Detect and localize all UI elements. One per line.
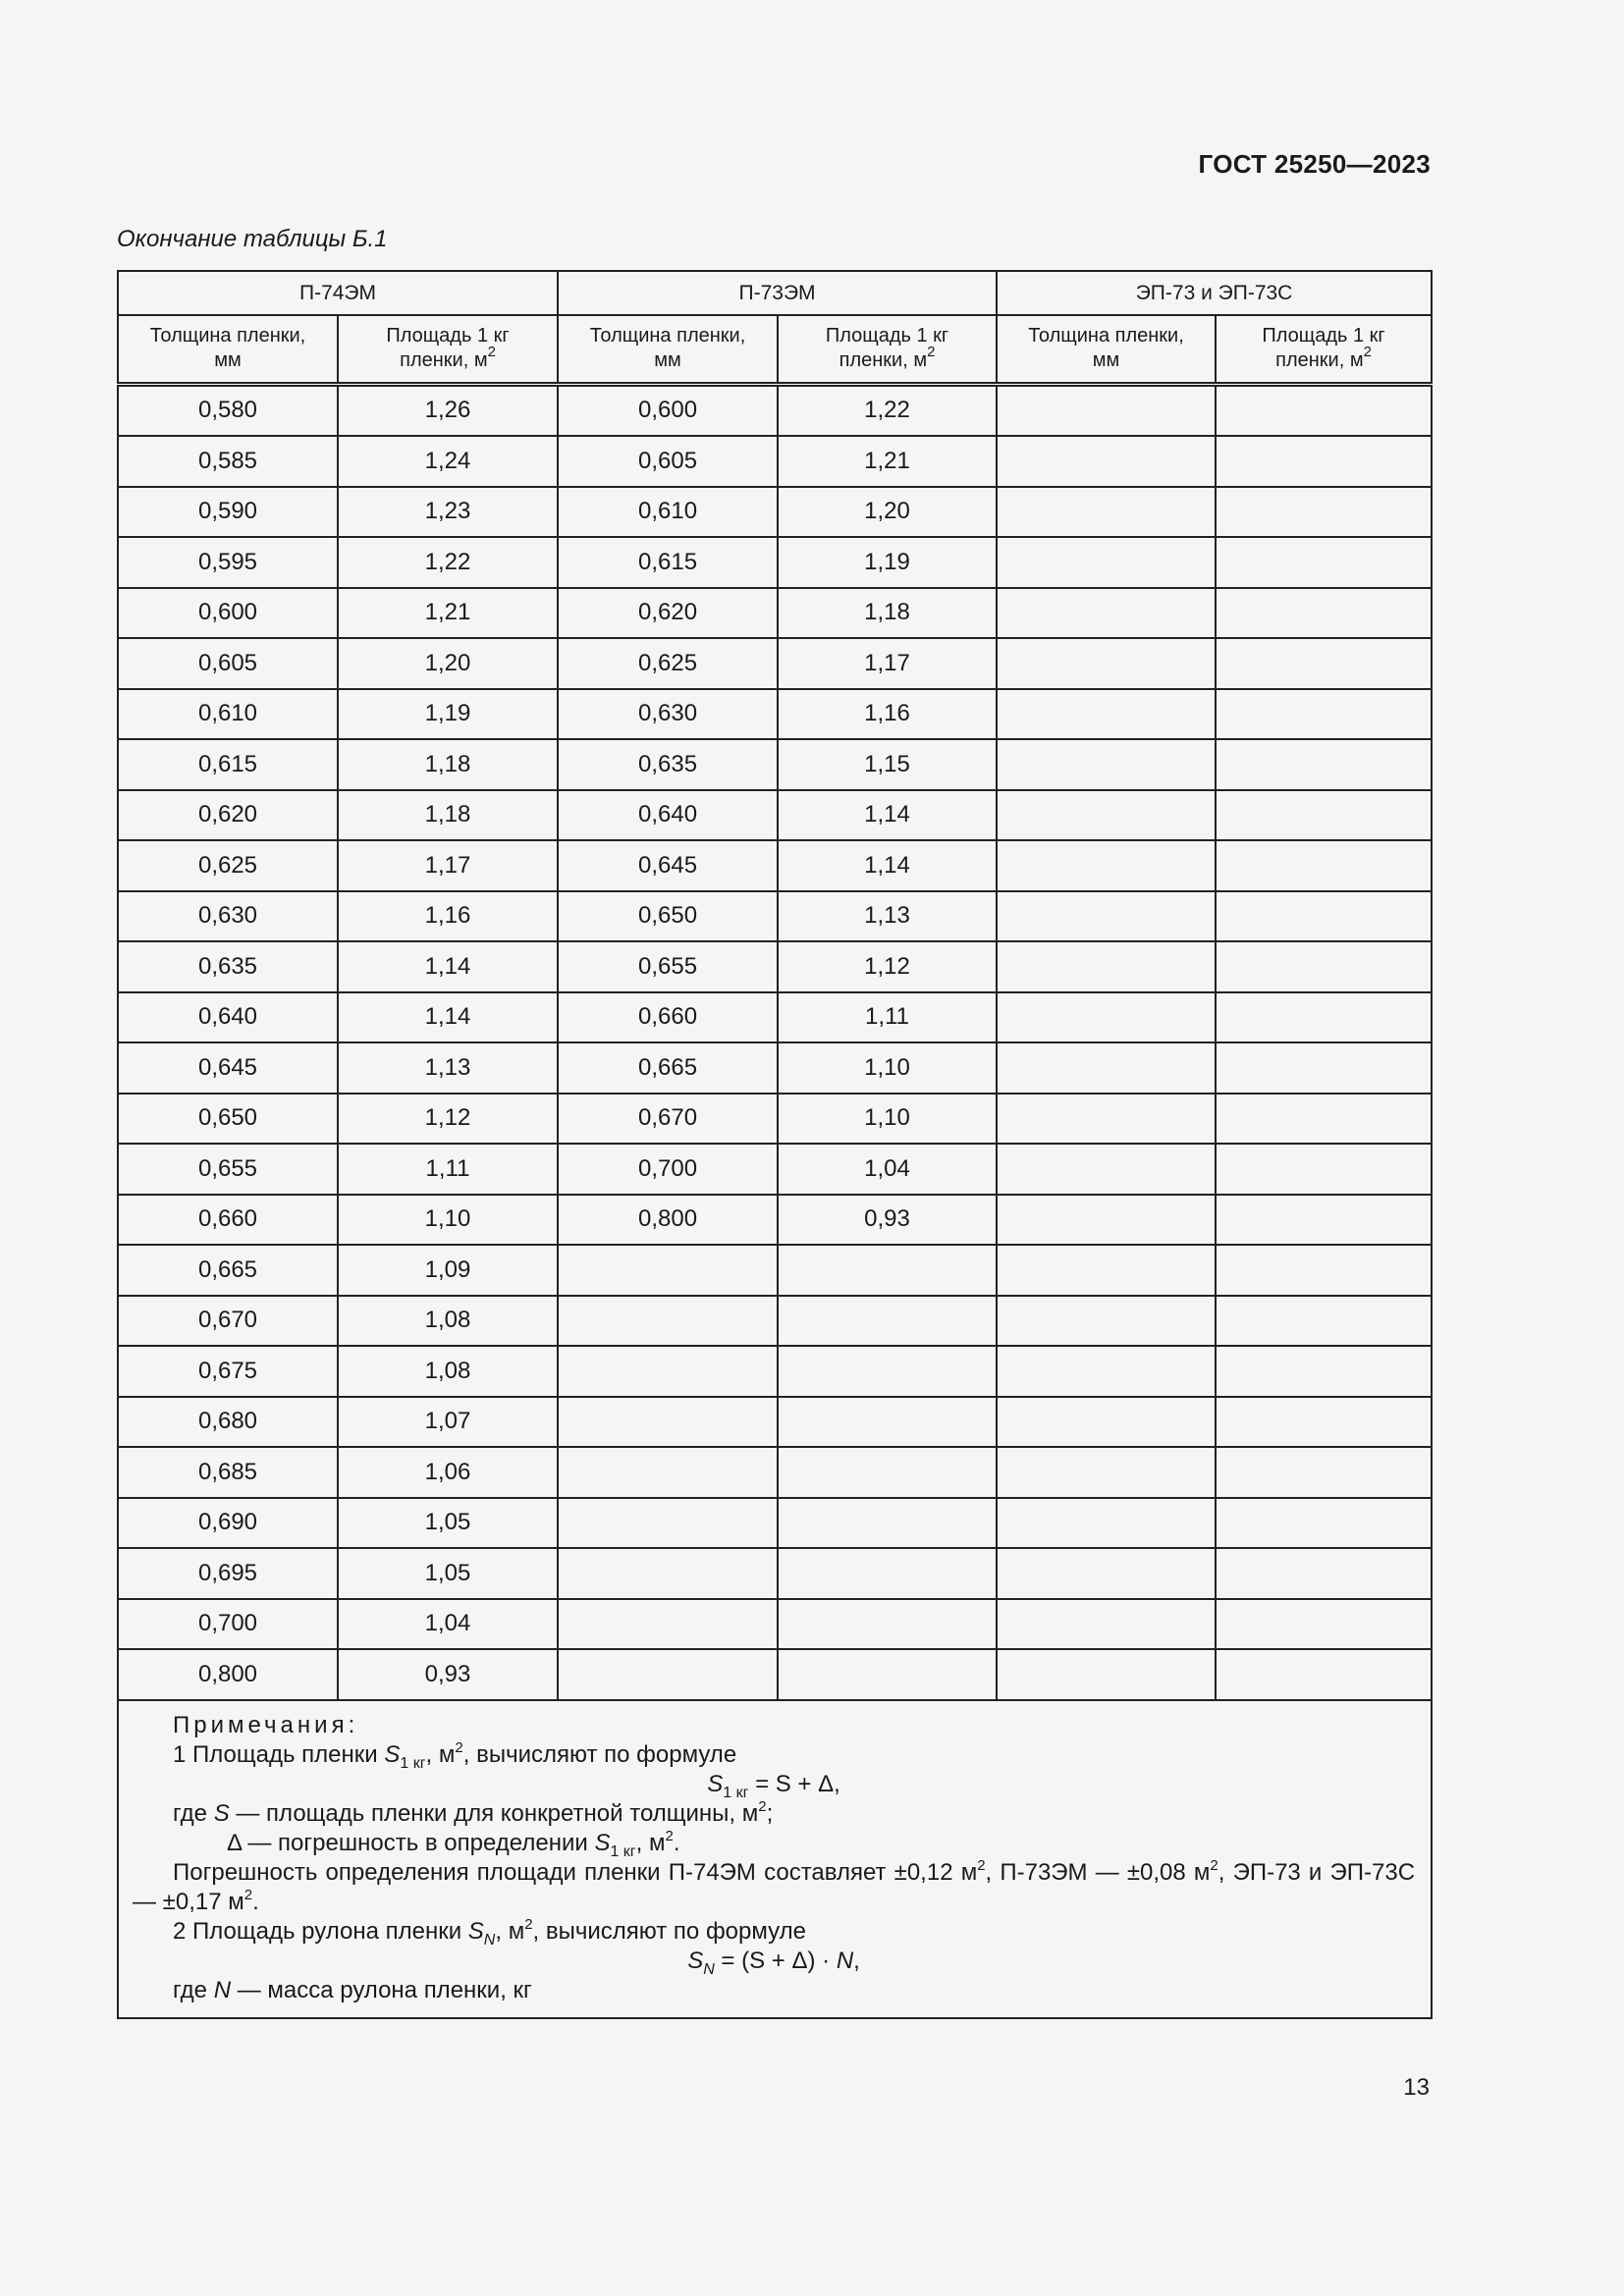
- cell-p73em-area: 1,14: [778, 790, 997, 841]
- cell-ep73-thickness: [997, 638, 1216, 689]
- cell-p74em-thickness: 0,620: [118, 790, 338, 841]
- where-s: где S — площадь пленки для конкретной толщины, $м^2$;: [173, 1797, 774, 1827]
- cell-ep73-thickness: [997, 941, 1216, 992]
- table-row: [118, 1599, 1432, 1650]
- cell-p73em-thickness: [558, 1599, 778, 1650]
- cell-ep73-area: [1216, 992, 1432, 1043]
- cell-p74em-thickness: 0,600: [118, 588, 338, 639]
- table-row: [118, 840, 1432, 891]
- cell-p74em-thickness: 0,800: [118, 1649, 338, 1700]
- cell-p73em-thickness: 0,640: [558, 790, 778, 841]
- table-row: [118, 941, 1432, 992]
- formula-1: $S_{1 кг} = S + \Delta$,: [707, 1770, 840, 1801]
- cell-p74em-area: 1,08: [338, 1296, 558, 1347]
- cell-ep73-thickness: [997, 1094, 1216, 1145]
- cell-p73em-thickness: [558, 1498, 778, 1549]
- cell-p74em-thickness: 0,700: [118, 1599, 338, 1650]
- cell-p73em-area: [778, 1498, 997, 1549]
- note-1: 1 Площадь пленки $S_{1 кг}$, $м^2$, вычисляют по формуле: [173, 1738, 737, 1772]
- cell-ep73-area: [1216, 1397, 1432, 1448]
- cell-ep73-area: [1216, 1548, 1432, 1599]
- cell-ep73-thickness: [997, 1548, 1216, 1599]
- cell-p74em-area: 1,18: [338, 790, 558, 841]
- cell-p73em-thickness: [558, 1447, 778, 1498]
- cell-p73em-area: [778, 1548, 997, 1599]
- cell-ep73-area: [1216, 588, 1432, 639]
- cell-ep73-area: [1216, 1649, 1432, 1700]
- cell-p73em-thickness: 0,635: [558, 739, 778, 790]
- cell-p73em-area: 1,20: [778, 487, 997, 538]
- table-row: [118, 1346, 1432, 1397]
- cell-ep73-thickness: [997, 790, 1216, 841]
- cell-ep73-thickness: [997, 1195, 1216, 1246]
- cell-ep73-area: [1216, 790, 1432, 841]
- cell-p73em-thickness: 0,630: [558, 689, 778, 740]
- table-row: [118, 588, 1432, 639]
- cell-p74em-area: 1,08: [338, 1346, 558, 1397]
- cell-ep73-area: [1216, 689, 1432, 740]
- cell-ep73-thickness: [997, 537, 1216, 588]
- cell-p73em-thickness: 0,800: [558, 1195, 778, 1246]
- cell-p73em-thickness: 0,620: [558, 588, 778, 639]
- cell-ep73-area: [1216, 1144, 1432, 1195]
- table-row: [118, 1042, 1432, 1094]
- cell-ep73-area: [1216, 487, 1432, 538]
- cell-ep73-thickness: [997, 384, 1216, 436]
- cell-p73em-thickness: [558, 1346, 778, 1397]
- where-n: где N — масса рулона пленки, кг: [173, 1976, 532, 2003]
- cell-p73em-thickness: 0,610: [558, 487, 778, 538]
- cell-ep73-area: [1216, 1447, 1432, 1498]
- table-row: [118, 1649, 1432, 1700]
- table-row: [118, 537, 1432, 588]
- cell-p74em-area: 0,93: [338, 1649, 558, 1700]
- cell-ep73-area: [1216, 739, 1432, 790]
- cell-ep73-thickness: [997, 1599, 1216, 1650]
- cell-ep73-thickness: [997, 1042, 1216, 1094]
- cell-p74em-area: 1,21: [338, 588, 558, 639]
- table-row: [118, 1498, 1432, 1549]
- cell-p73em-thickness: 0,650: [558, 891, 778, 942]
- formula-2: $S_N = (S + \Delta) \cdot N$,: [687, 1947, 860, 1978]
- cell-p74em-thickness: 0,635: [118, 941, 338, 992]
- group-header-row: [118, 271, 1432, 315]
- cell-p73em-thickness: 0,655: [558, 941, 778, 992]
- cell-p74em-area: 1,17: [338, 840, 558, 891]
- cell-p73em-area: 1,11: [778, 992, 997, 1043]
- cell-p74em-area: 1,14: [338, 941, 558, 992]
- cell-p73em-area: [778, 1397, 997, 1448]
- note-2: 2 Площадь рулона пленки $S_N$, $м^2$, вычисляют по формуле: [173, 1915, 806, 1949]
- cell-p74em-thickness: 0,660: [118, 1195, 338, 1246]
- table-row: [118, 384, 1432, 436]
- area-header: Площадь 1 кг пленки, $м^2$: [1216, 315, 1432, 384]
- table-row: [118, 487, 1432, 538]
- cell-p73em-thickness: [558, 1397, 778, 1448]
- table-row: [118, 891, 1432, 942]
- cell-p74em-thickness: 0,605: [118, 638, 338, 689]
- where-delta: Δ — погрешность в определении $S_{1 кг}$, $м^2$.: [227, 1827, 680, 1860]
- cell-p74em-thickness: 0,665: [118, 1245, 338, 1296]
- error-note: Погрешность определения площади пленки П-74ЭМ составляет ±0,12 $м^2$, П-73ЭМ — ±0,08 $м^2$, ЭП-73 и ЭП-73С — ±0,17 $м^2$.: [133, 1856, 1416, 1915]
- cell-p73em-area: 1,14: [778, 840, 997, 891]
- cell-p74em-thickness: 0,585: [118, 436, 338, 487]
- table-row: [118, 1144, 1432, 1195]
- thickness-header: Толщина пленки, мм: [118, 315, 338, 384]
- page-number: 13: [1403, 2074, 1430, 2101]
- cell-p73em-thickness: 0,605: [558, 436, 778, 487]
- table-caption: Окончание таблицы Б.1: [117, 226, 388, 252]
- cell-p73em-thickness: 0,660: [558, 992, 778, 1043]
- cell-p73em-area: 1,19: [778, 537, 997, 588]
- cell-p74em-thickness: 0,680: [118, 1397, 338, 1448]
- cell-p74em-thickness: 0,685: [118, 1447, 338, 1498]
- cell-ep73-area: [1216, 1245, 1432, 1296]
- cell-p73em-area: 1,17: [778, 638, 997, 689]
- cell-p73em-thickness: 0,665: [558, 1042, 778, 1094]
- cell-p73em-thickness: [558, 1649, 778, 1700]
- cell-ep73-thickness: [997, 1245, 1216, 1296]
- cell-p74em-thickness: 0,610: [118, 689, 338, 740]
- cell-ep73-area: [1216, 384, 1432, 436]
- cell-p73em-area: 1,16: [778, 689, 997, 740]
- cell-p74em-area: 1,09: [338, 1245, 558, 1296]
- notes-title: Примечания:: [173, 1711, 359, 1738]
- table-row: [118, 436, 1432, 487]
- cell-p74em-area: 1,12: [338, 1094, 558, 1145]
- cell-p73em-area: 0,93: [778, 1195, 997, 1246]
- cell-p74em-thickness: 0,580: [118, 384, 338, 436]
- cell-ep73-area: [1216, 1346, 1432, 1397]
- area-header: Площадь 1 кг пленки, $м^2$: [338, 315, 558, 384]
- cell-ep73-area: [1216, 1599, 1432, 1650]
- cell-p73em-area: [778, 1447, 997, 1498]
- cell-ep73-thickness: [997, 487, 1216, 538]
- cell-p74em-thickness: 0,695: [118, 1548, 338, 1599]
- cell-ep73-area: [1216, 1042, 1432, 1094]
- cell-p74em-thickness: 0,590: [118, 487, 338, 538]
- cell-p74em-thickness: 0,675: [118, 1346, 338, 1397]
- cell-p73em-area: 1,13: [778, 891, 997, 942]
- cell-ep73-area: [1216, 891, 1432, 942]
- cell-ep73-thickness: [997, 689, 1216, 740]
- cell-p74em-area: 1,05: [338, 1498, 558, 1549]
- table-row: [118, 1296, 1432, 1347]
- cell-p73em-area: 1,18: [778, 588, 997, 639]
- cell-p74em-area: 1,23: [338, 487, 558, 538]
- area-header: Площадь 1 кг пленки, $м^2$: [778, 315, 997, 384]
- cell-ep73-thickness: [997, 1144, 1216, 1195]
- cell-p74em-thickness: 0,650: [118, 1094, 338, 1145]
- cell-p74em-area: 1,05: [338, 1548, 558, 1599]
- cell-p73em-thickness: 0,600: [558, 384, 778, 436]
- cell-p73em-area: [778, 1245, 997, 1296]
- table-row: [118, 1195, 1432, 1246]
- notes-row: [118, 1700, 1432, 2018]
- sub-header-row: [118, 315, 1432, 384]
- cell-ep73-area: [1216, 1094, 1432, 1145]
- cell-ep73-thickness: [997, 1346, 1216, 1397]
- cell-p73em-area: 1,10: [778, 1042, 997, 1094]
- cell-ep73-area: [1216, 638, 1432, 689]
- cell-ep73-thickness: [997, 436, 1216, 487]
- table-row: [118, 1548, 1432, 1599]
- cell-p74em-thickness: 0,625: [118, 840, 338, 891]
- cell-ep73-thickness: [997, 739, 1216, 790]
- cell-p73em-thickness: 0,625: [558, 638, 778, 689]
- cell-ep73-area: [1216, 1195, 1432, 1246]
- cell-p74em-area: 1,04: [338, 1599, 558, 1650]
- thickness-header: Толщина пленки, мм: [997, 315, 1216, 384]
- cell-ep73-area: [1216, 1498, 1432, 1549]
- cell-ep73-thickness: [997, 1296, 1216, 1347]
- document-id: ГОСТ 25250—2023: [1198, 149, 1431, 179]
- cell-ep73-thickness: [997, 992, 1216, 1043]
- cell-p73em-area: 1,12: [778, 941, 997, 992]
- cell-p74em-area: 1,11: [338, 1144, 558, 1195]
- cell-p74em-thickness: 0,670: [118, 1296, 338, 1347]
- group-header-p73em: П-73ЭМ: [558, 271, 997, 315]
- cell-ep73-area: [1216, 436, 1432, 487]
- cell-ep73-thickness: [997, 1649, 1216, 1700]
- table-row: [118, 1447, 1432, 1498]
- cell-p74em-thickness: 0,640: [118, 992, 338, 1043]
- cell-p74em-area: 1,13: [338, 1042, 558, 1094]
- cell-p73em-thickness: 0,615: [558, 537, 778, 588]
- cell-ep73-thickness: [997, 840, 1216, 891]
- cell-p73em-thickness: 0,700: [558, 1144, 778, 1195]
- table-row: [118, 790, 1432, 841]
- notes-block: [118, 1700, 1432, 2018]
- cell-ep73-thickness: [997, 1498, 1216, 1549]
- cell-p74em-thickness: 0,690: [118, 1498, 338, 1549]
- cell-ep73-area: [1216, 840, 1432, 891]
- cell-p73em-thickness: 0,670: [558, 1094, 778, 1145]
- cell-p74em-thickness: 0,615: [118, 739, 338, 790]
- cell-ep73-area: [1216, 1296, 1432, 1347]
- thickness-header: Толщина пленки, мм: [558, 315, 778, 384]
- cell-p73em-area: [778, 1346, 997, 1397]
- cell-p74em-area: 1,10: [338, 1195, 558, 1246]
- cell-p73em-thickness: [558, 1296, 778, 1347]
- cell-p74em-area: 1,18: [338, 739, 558, 790]
- table-body: [118, 384, 1432, 1700]
- cell-p73em-thickness: 0,645: [558, 840, 778, 891]
- cell-p73em-area: [778, 1599, 997, 1650]
- cell-p74em-area: 1,22: [338, 537, 558, 588]
- cell-p74em-area: 1,07: [338, 1397, 558, 1448]
- cell-p73em-area: 1,15: [778, 739, 997, 790]
- table-row: [118, 739, 1432, 790]
- cell-p73em-thickness: [558, 1548, 778, 1599]
- cell-p73em-thickness: [558, 1245, 778, 1296]
- cell-ep73-thickness: [997, 1447, 1216, 1498]
- cell-p73em-area: 1,21: [778, 436, 997, 487]
- cell-p73em-area: [778, 1296, 997, 1347]
- cell-p74em-thickness: 0,595: [118, 537, 338, 588]
- group-header-ep73: ЭП-73 и ЭП-73С: [997, 271, 1432, 315]
- group-header-p74em: П-74ЭМ: [118, 271, 558, 315]
- cell-p74em-thickness: 0,630: [118, 891, 338, 942]
- cell-p74em-area: 1,24: [338, 436, 558, 487]
- cell-ep73-area: [1216, 941, 1432, 992]
- cell-p74em-area: 1,06: [338, 1447, 558, 1498]
- cell-p74em-area: 1,20: [338, 638, 558, 689]
- cell-p73em-area: 1,10: [778, 1094, 997, 1145]
- cell-p73em-area: 1,22: [778, 384, 997, 436]
- cell-ep73-thickness: [997, 588, 1216, 639]
- cell-p74em-area: 1,19: [338, 689, 558, 740]
- table-row: [118, 689, 1432, 740]
- cell-ep73-area: [1216, 537, 1432, 588]
- table-row: [118, 992, 1432, 1043]
- cell-ep73-thickness: [997, 891, 1216, 942]
- cell-p74em-thickness: 0,645: [118, 1042, 338, 1094]
- cell-p73em-area: [778, 1649, 997, 1700]
- cell-p73em-area: 1,04: [778, 1144, 997, 1195]
- cell-ep73-thickness: [997, 1397, 1216, 1448]
- table-row: [118, 638, 1432, 689]
- data-table: [117, 270, 1433, 2019]
- table-row: [118, 1094, 1432, 1145]
- cell-p74em-area: 1,16: [338, 891, 558, 942]
- cell-p74em-area: 1,14: [338, 992, 558, 1043]
- cell-p74em-area: 1,26: [338, 384, 558, 436]
- cell-p74em-thickness: 0,655: [118, 1144, 338, 1195]
- table-row: [118, 1245, 1432, 1296]
- table-row: [118, 1397, 1432, 1448]
